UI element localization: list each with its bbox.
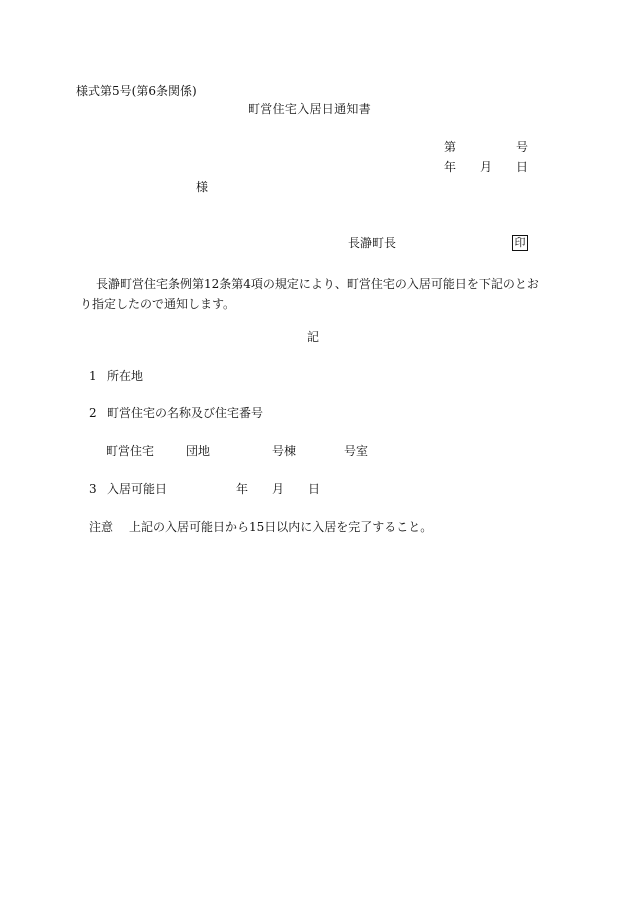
document-number-prefix: 第 xyxy=(444,140,457,154)
issue-date-day: 日 xyxy=(516,160,529,174)
addressee-honorific: 様 xyxy=(196,180,209,194)
issue-date-month: 月 xyxy=(480,160,493,174)
list-item-location xyxy=(89,369,143,383)
movein-date-year: 年 xyxy=(236,482,249,496)
seal-mark: 印 xyxy=(512,235,528,251)
list-item-movein-date xyxy=(89,482,167,496)
item-number: 2 xyxy=(89,406,97,420)
ki-heading: 記 xyxy=(307,330,320,344)
note-text: 上記の入居可能日から15日以内に入居を完了すること。 xyxy=(129,520,433,534)
list-item-housing-name xyxy=(89,406,263,420)
movein-date-month: 月 xyxy=(272,482,285,496)
housing-name: 町営住宅 xyxy=(106,444,155,458)
item-label: 入居可能日 xyxy=(107,482,168,496)
item-label: 所在地 xyxy=(107,369,144,383)
movein-date-day: 日 xyxy=(308,482,321,496)
document-number-suffix: 号 xyxy=(516,140,529,154)
form-number: 様式第5号(第6条関係) xyxy=(76,84,197,98)
item-number: 3 xyxy=(89,482,97,496)
item-label: 町営住宅の名称及び住宅番号 xyxy=(107,406,264,420)
note-line xyxy=(89,520,432,534)
issue-date-year: 年 xyxy=(444,160,457,174)
sender-title: 長瀞町長 xyxy=(348,236,397,250)
note-label: 注意 xyxy=(89,520,114,534)
housing-complex: 団地 xyxy=(186,444,211,458)
housing-building: 号棟 xyxy=(272,444,297,458)
document-title: 町営住宅入居日通知書 xyxy=(248,102,372,116)
body-paragraph: 長瀞町営住宅条例第12条第4項の規定により、町営住宅の入居可能日を下記のとおり指定したので通知します。 xyxy=(80,277,539,311)
item-number: 1 xyxy=(89,369,97,383)
housing-room: 号室 xyxy=(344,444,369,458)
